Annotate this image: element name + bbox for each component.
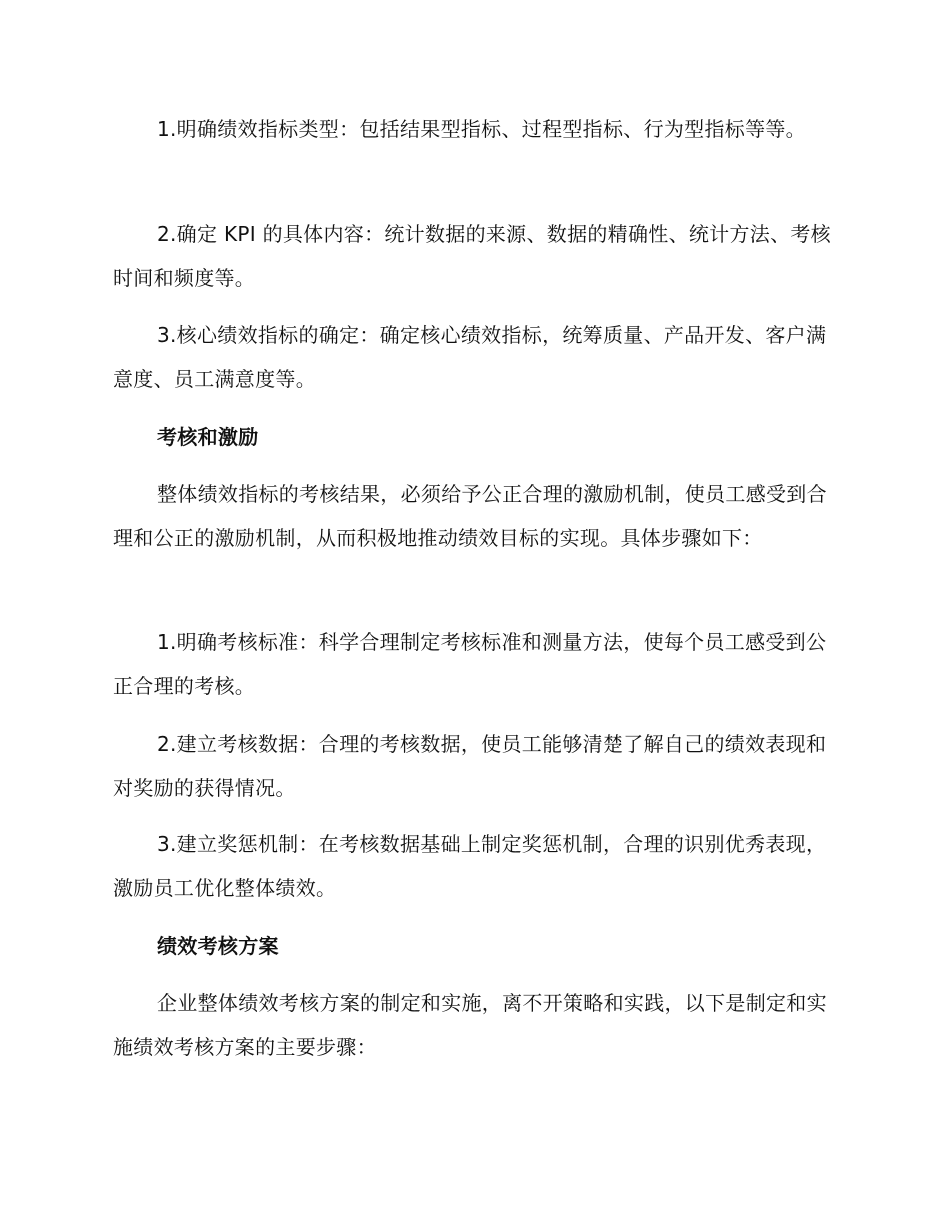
paragraph-reward-punishment: 3.建立奖惩机制：在考核数据基础上制定奖惩机制，合理的识别优秀表现，激励员工优化整体绩效。 bbox=[113, 832, 827, 900]
section-heading-assessment-incentives: 考核和激励 bbox=[157, 425, 259, 449]
paragraph-core-indicators: 3.核心绩效指标的确定：确定核心绩效指标，统筹质量、产品开发、客户满意度、员工满意度等。 bbox=[113, 323, 827, 391]
paragraph-assessment-data: 2.建立考核数据：合理的考核数据，使员工能够清楚了解自己的绩效表现和对奖励的获得情况。 bbox=[113, 732, 827, 800]
section-heading-performance-plan: 绩效考核方案 bbox=[157, 934, 279, 958]
paragraph-indicator-types: 1.明确绩效指标类型：包括结果型指标、过程型指标、行为型指标等等。 bbox=[157, 117, 806, 141]
paragraph-kpi-content: 2.确定 KPI 的具体内容：统计数据的来源、数据的精确性、统计方法、考核时间和频度等。 bbox=[113, 222, 831, 290]
paragraph-plan-intro: 企业整体绩效考核方案的制定和实施，离不开策略和实践，以下是制定和实施绩效考核方案的主要步骤： bbox=[113, 991, 827, 1059]
paragraph-assessment-standards: 1.明确考核标准：科学合理制定考核标准和测量方法，使每个员工感受到公正合理的考核。 bbox=[113, 630, 827, 698]
paragraph-incentive-intro: 整体绩效指标的考核结果，必须给予公正合理的激励机制，使员工感受到合理和公正的激励机制，从而积极地推动绩效目标的实现。具体步骤如下： bbox=[113, 482, 827, 550]
